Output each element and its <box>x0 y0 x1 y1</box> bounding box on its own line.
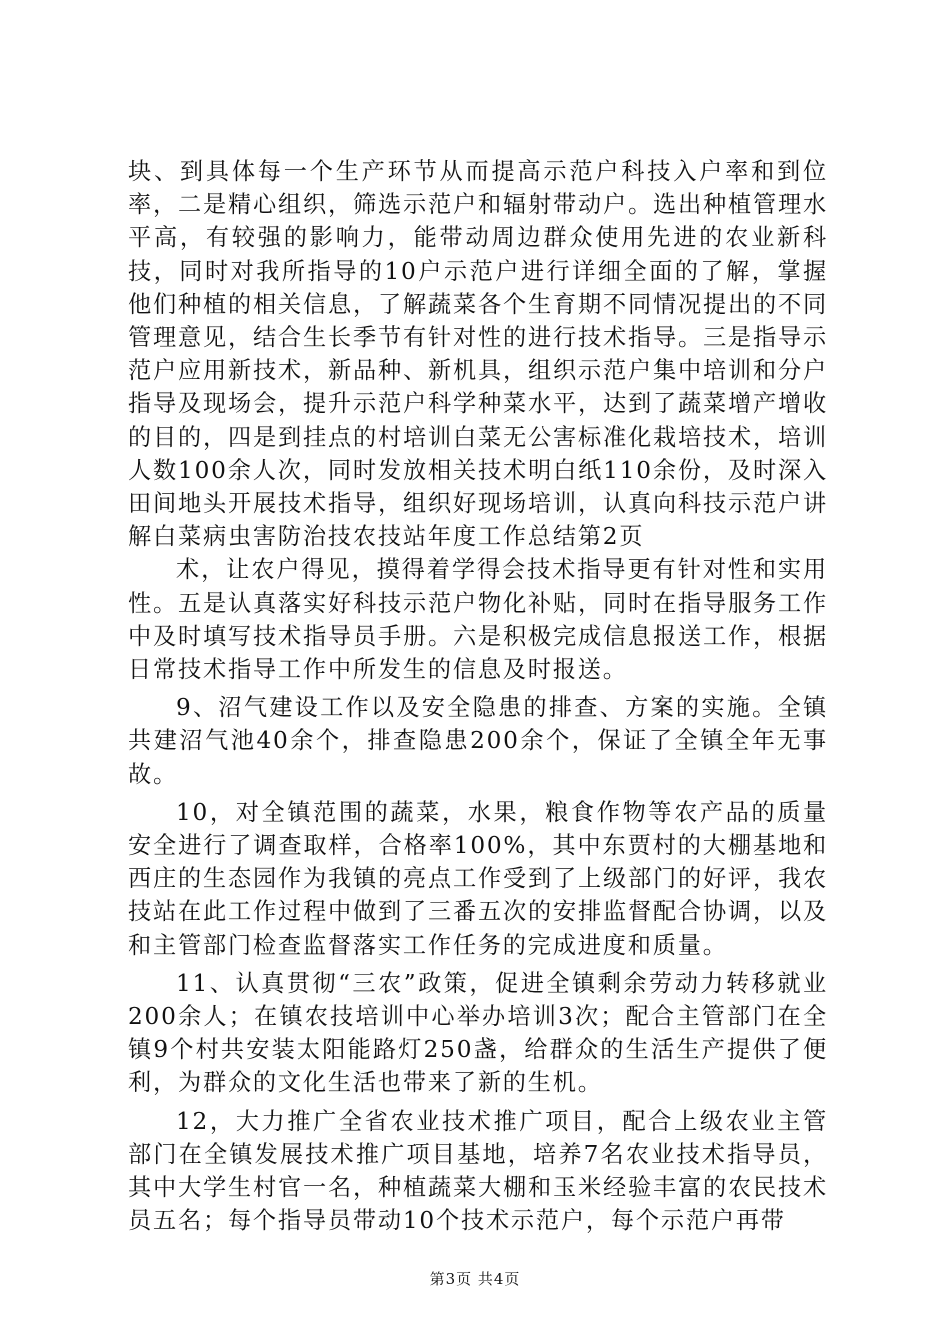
paragraph-item-12: 12，大力推广全省农业技术推广项目，配合上级农业主管部门在全镇发展技术推广项目基地，培养7名农业技术指导员，其中大学生村官一名，种植蔬菜大棚和玉米经验丰富的农民技术员五名；每个指导员带动10个技术示范户，每个示范户再带 <box>128 1107 828 1235</box>
paragraph-continued: 块、到具体每一个生产环节从而提高示范户科技入户率和到位率，二是精心组织，筛选示范户和辐射带动户。选出种植管理水平高，有较强的影响力，能带动周边群众使用先进的农业新科技，同时对我所指导的10户示范户进行详细全面的了解，掌握他们种植的相关信息，了解蔬菜各个生育期不同情况提出的不同管理意见，结合生长季节有针对性的进行技术指导。三是指导示范户应用新技术，新品种、新机具，组织示范户集中培训和分户指导及现场会，提升示范户科学种菜水平，达到了蔬菜增产增收的目的，四是到挂点的村培训白菜无公害标准化栽培技术，培训人数100余人次，同时发放相关技术明白纸110余份，及时深入田间地头开展技术指导，组织好现场培训，认真向科技示范户讲解白菜病虫害防治技农技站年度工作总结第2页 <box>128 158 828 551</box>
paragraph-technical-guidance: 术，让农户得见，摸得着学得会技术指导更有针对性和实用性。五是认真落实好科技示范户物化补贴，同时在指导服务工作中及时填写技术指导员手册。六是积极完成信息报送工作，根据日常技术指导工作中所发生的信息及时报送。 <box>128 556 828 684</box>
page-number-footer: 第3页 共4页 <box>429 1270 521 1288</box>
body-text <box>128 155 828 1238</box>
paragraph-item-11: 11、认真贯彻“三农”政策，促进全镇剩余劳动力转移就业200余人；在镇农技培训中心举办培训3次；配合主管部门在全镇9个村共安装太阳能路灯250盏，给群众的生活生产提供了便利，为群众的文化生活也带来了新的生机。 <box>128 969 828 1097</box>
paragraph-item-9: 9、沼气建设工作以及安全隐患的排查、方案的实施。全镇共建沼气池40余个，排查隐患200余个，保证了全镇全年无事故。 <box>128 694 828 788</box>
paragraph-item-10: 10，对全镇范围的蔬菜，水果，粮食作物等农产品的质量安全进行了调查取样，合格率100%，其中东贾村的大棚基地和西庄的生态园作为我镇的亮点工作受到了上级部门的好评，我农技站在此工作过程中做到了三番五次的安排监督配合协调，以及和主管部门检查监督落实工作任务的完成进度和质量。 <box>128 798 828 959</box>
